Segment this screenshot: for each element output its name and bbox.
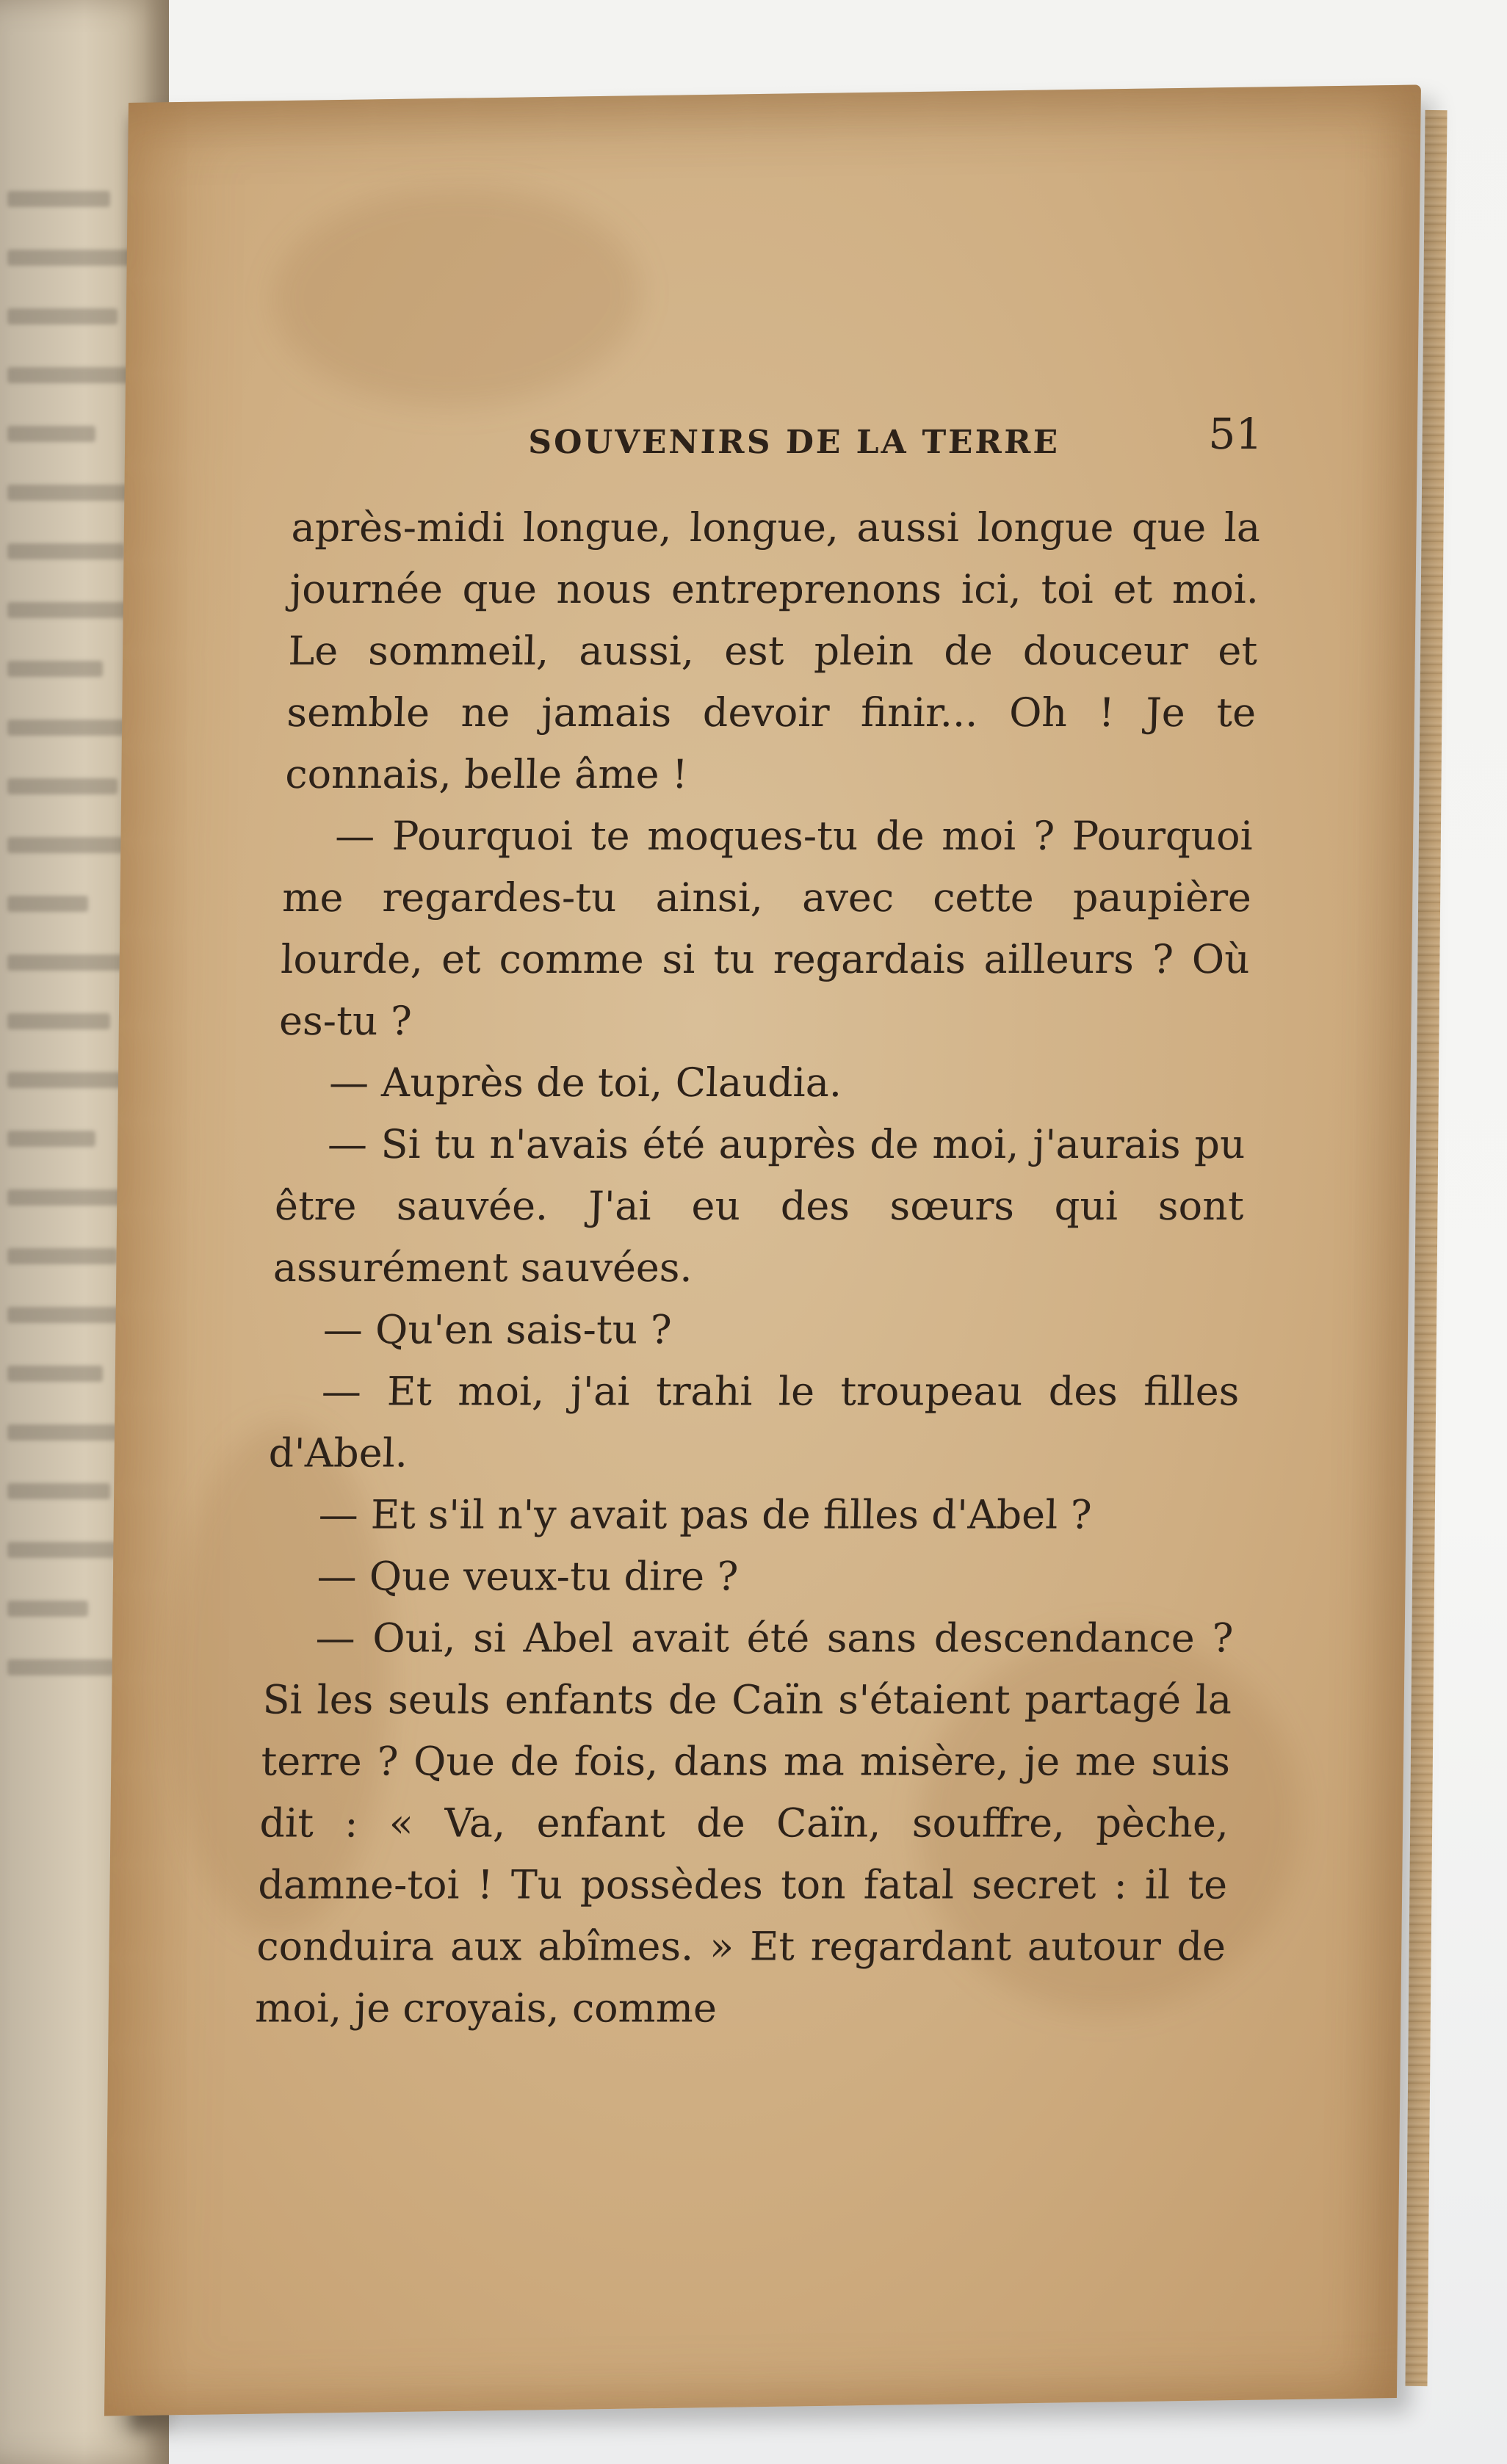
ghost-text-line bbox=[7, 1366, 103, 1382]
paragraph: — Si tu n'avais été auprès de moi, j'aurais pu être sauvée. J'ai eu des sœurs qui sont assurément sauvées. bbox=[272, 1121, 1246, 1291]
ghost-text-line bbox=[7, 1131, 95, 1147]
paragraph: — Que veux-tu dire ? bbox=[316, 1553, 740, 1600]
ghost-text-line bbox=[7, 1601, 88, 1617]
ghost-text-line bbox=[7, 191, 110, 207]
ghost-text-line bbox=[7, 720, 132, 736]
paragraph: après-midi longue, longue, aussi longue que la journée que nous entreprenons ici, toi et moi. Le sommeil, aussi, est plein de douceur et semble ne jamais devoir finir... Oh ! Je te connais, belle âme ! bbox=[284, 504, 1262, 798]
ghost-text-line bbox=[7, 250, 132, 266]
ghost-text-line bbox=[7, 1072, 132, 1088]
ghost-text-line bbox=[7, 954, 132, 971]
ghost-text-line bbox=[7, 1248, 118, 1264]
paragraph: — Oui, si Abel avait été sans descendance ? Si les seuls enfants de Caïn s'étaient partagé la terre ? Que de fois, dans ma misère, je me suis dit : « Va, enfant de Caïn, souffre, pèche, damne-toi ! Tu possèdes ton fatal secret : il te conduira aux abîmes. » Et regardant autour de moi, je croyais, comme bbox=[254, 1615, 1235, 2032]
ghost-text-line bbox=[7, 367, 132, 383]
page-text-block bbox=[254, 409, 1263, 2040]
running-head bbox=[292, 409, 1263, 475]
paragraph: — Qu'en sais-tu ? bbox=[322, 1306, 673, 1353]
running-title: SOUVENIRS DE LA TERRE bbox=[527, 423, 1060, 461]
body-text bbox=[254, 497, 1261, 2040]
ghost-text-line bbox=[7, 308, 118, 325]
paragraph: — Auprès de toi, Claudia. bbox=[328, 1059, 843, 1106]
ghost-text-line bbox=[7, 543, 125, 559]
page-number: 51 bbox=[1207, 408, 1264, 459]
ghost-text-line bbox=[7, 661, 103, 677]
paragraph: — Pourquoi te moques-tu de moi ? Pourquoi me regardes-tu ainsi, avec cette paupière lourde, et comme si tu regardais ailleurs ? Où es-tu ? bbox=[278, 813, 1254, 1045]
ghost-text-line bbox=[7, 1013, 110, 1029]
ghost-text-line bbox=[7, 1189, 132, 1206]
ghost-text-line bbox=[7, 602, 132, 618]
paragraph: — Et moi, j'ai trahi le troupeau des filles d'Abel. bbox=[268, 1368, 1240, 1476]
ghost-text-line bbox=[7, 837, 132, 853]
ghost-text-line bbox=[7, 896, 88, 912]
page-stain bbox=[272, 184, 642, 409]
ghost-text-line bbox=[7, 485, 132, 501]
ghost-text-line bbox=[7, 1307, 132, 1323]
book-page bbox=[104, 84, 1421, 2416]
ghost-text-line bbox=[7, 778, 118, 794]
ghost-text-line bbox=[7, 426, 95, 442]
paragraph: — Et s'il n'y avait pas de filles d'Abel ? bbox=[318, 1491, 1093, 1538]
ghost-text-line bbox=[7, 1424, 132, 1441]
ghost-text-line bbox=[7, 1483, 110, 1499]
